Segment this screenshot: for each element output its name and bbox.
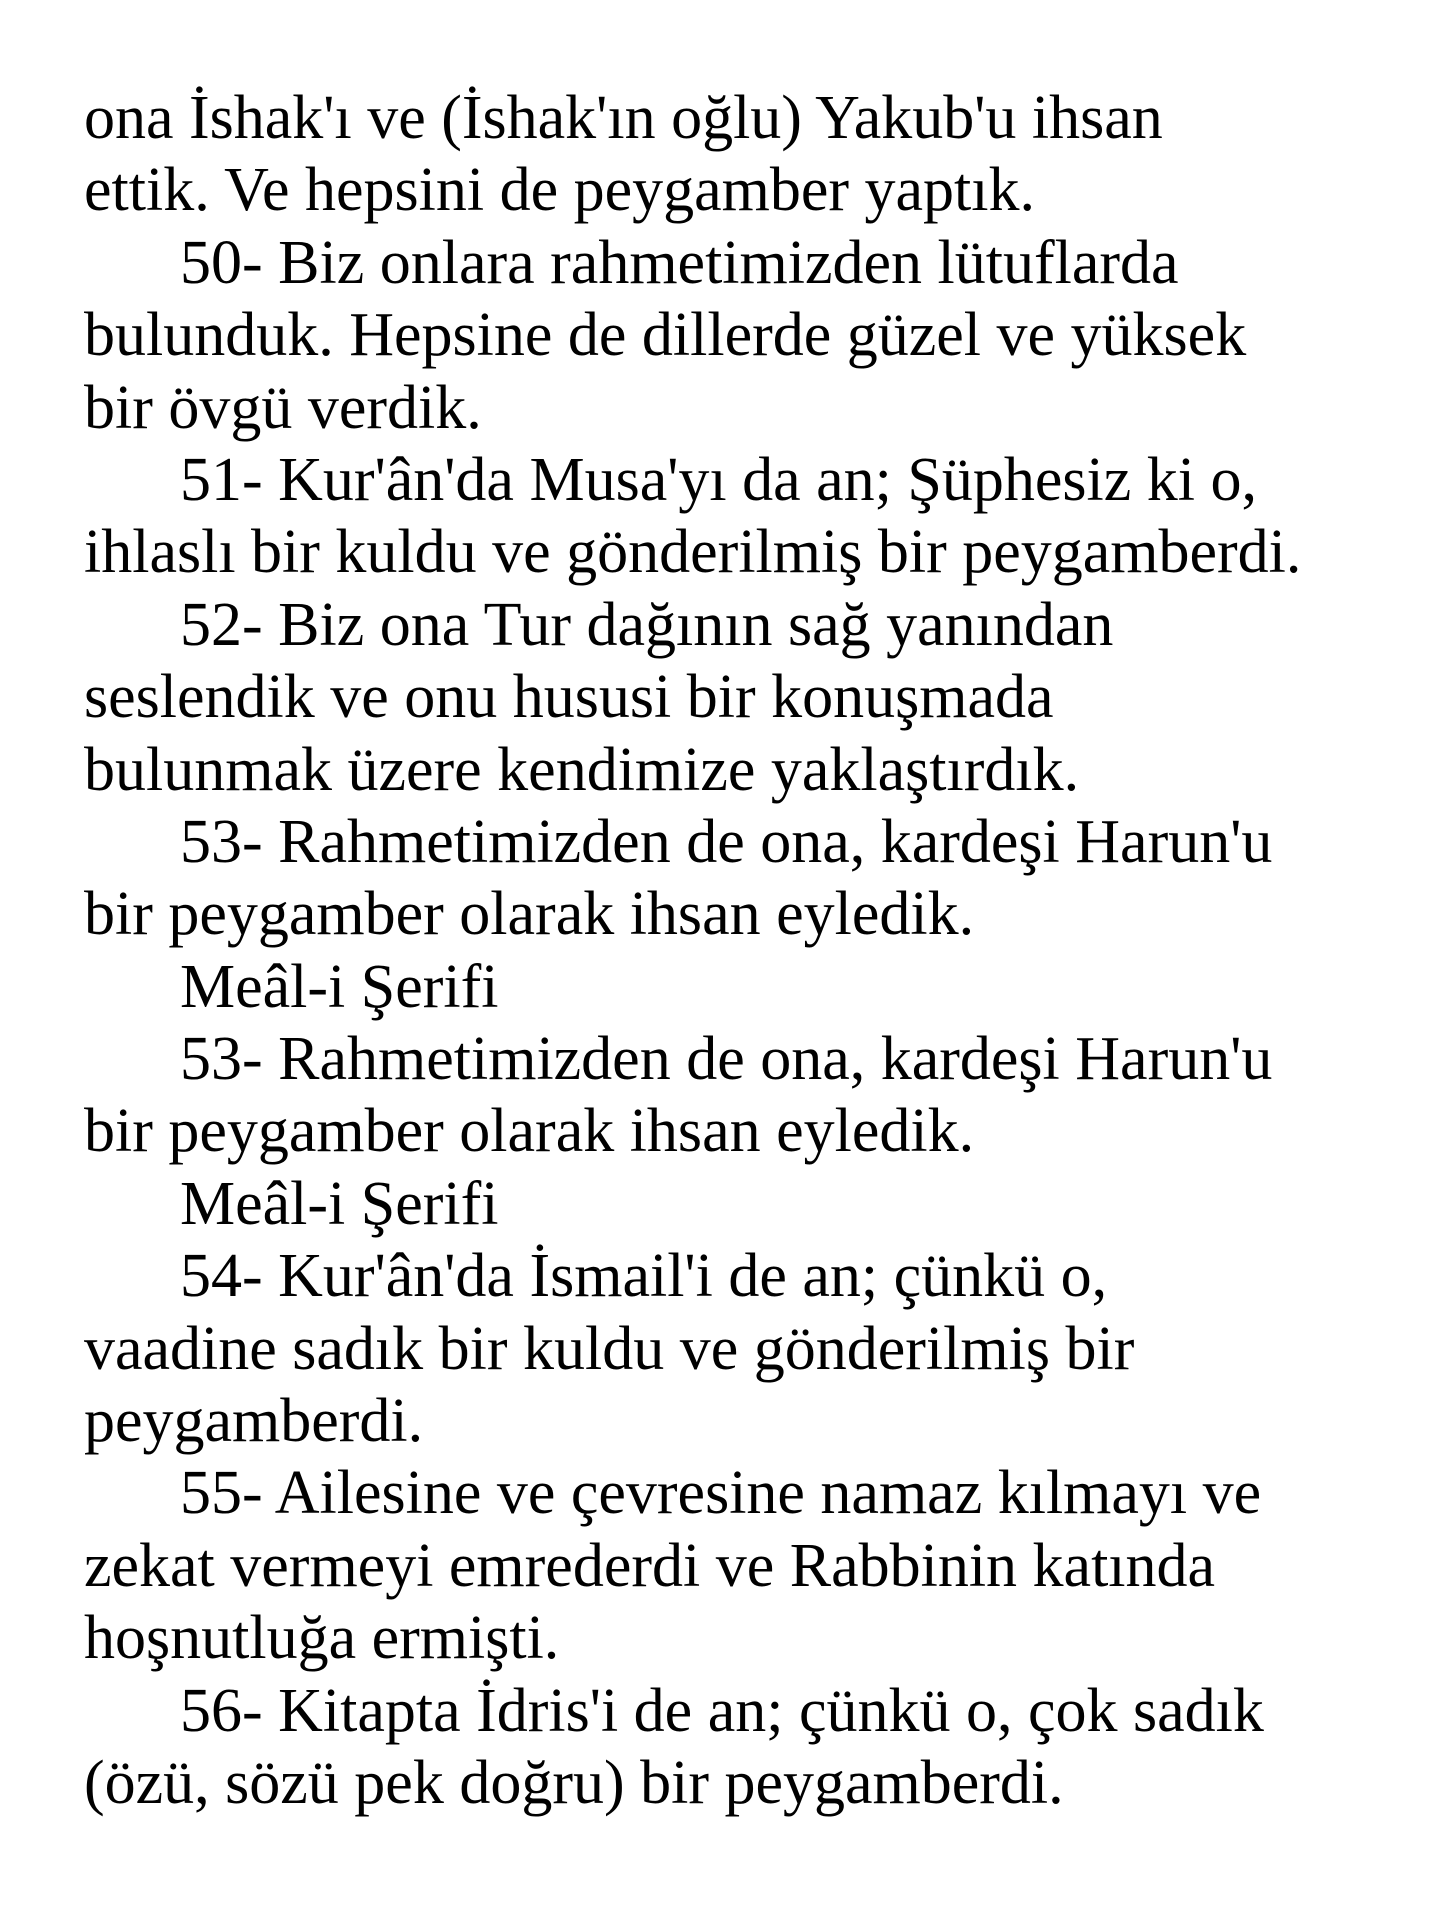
- section-heading: Meâl-i Şerifi: [180, 1169, 499, 1238]
- text-line: zekat vermeyi emrederdi ve Rabbinin katında: [84, 1531, 1216, 1600]
- text-line: bulunmak üzere kendimize yaklaştırdık.: [84, 735, 1080, 804]
- text-line: bulunduk. Hepsine de dillerde güzel ve yüksek: [84, 301, 1247, 370]
- text-line: hoşnutluğa ermişti.: [84, 1604, 560, 1673]
- verse-55-start: 55- Ailesine ve çevresine namaz kılmayı ve: [180, 1459, 1262, 1528]
- section-heading: Meâl-i Şerifi: [180, 952, 499, 1021]
- text-line: bir peygamber olarak ihsan eyledik.: [84, 880, 975, 949]
- verse-52-start: 52- Biz ona Tur dağının sağ yanından: [180, 590, 1114, 659]
- text-line: ihlaslı bir kuldu ve gönderilmiş bir peygamberdi.: [84, 518, 1302, 587]
- text-line: ettik. Ve hepsini de peygamber yaptık.: [84, 156, 1036, 225]
- text-line: bir peygamber olarak ihsan eyledik.: [84, 1097, 975, 1166]
- text-line: bir övgü verdik.: [84, 373, 482, 442]
- text-line: seslendik ve onu hususi bir konuşmada: [84, 663, 1054, 732]
- text-line: (özü, sözü pek doğru) bir peygamberdi.: [84, 1748, 1064, 1817]
- verse-56-start: 56- Kitapta İdris'i de an; çünkü o, çok sadık: [180, 1676, 1264, 1745]
- verse-53-start: 53- Rahmetimizden de ona, kardeşi Harun'u: [180, 1025, 1273, 1094]
- verse-51-start: 51- Kur'ân'da Musa'yı da an; Şüphesiz ki o,: [180, 445, 1257, 514]
- body-text: [84, 82, 1414, 1819]
- verse-50-start: 50- Biz onlara rahmetimizden lütuflarda: [180, 228, 1179, 297]
- text-line: peygamberdi.: [84, 1387, 424, 1456]
- text-line: ona İshak'ı ve (İshak'ın oğlu) Yakub'u ihsan: [84, 84, 1163, 152]
- verse-53-start: 53- Rahmetimizden de ona, kardeşi Harun'u: [180, 807, 1273, 876]
- text-line: vaadine sadık bir kuldu ve gönderilmiş bir: [84, 1314, 1135, 1383]
- verse-54-start: 54- Kur'ân'da İsmail'i de an; çünkü o,: [180, 1242, 1108, 1311]
